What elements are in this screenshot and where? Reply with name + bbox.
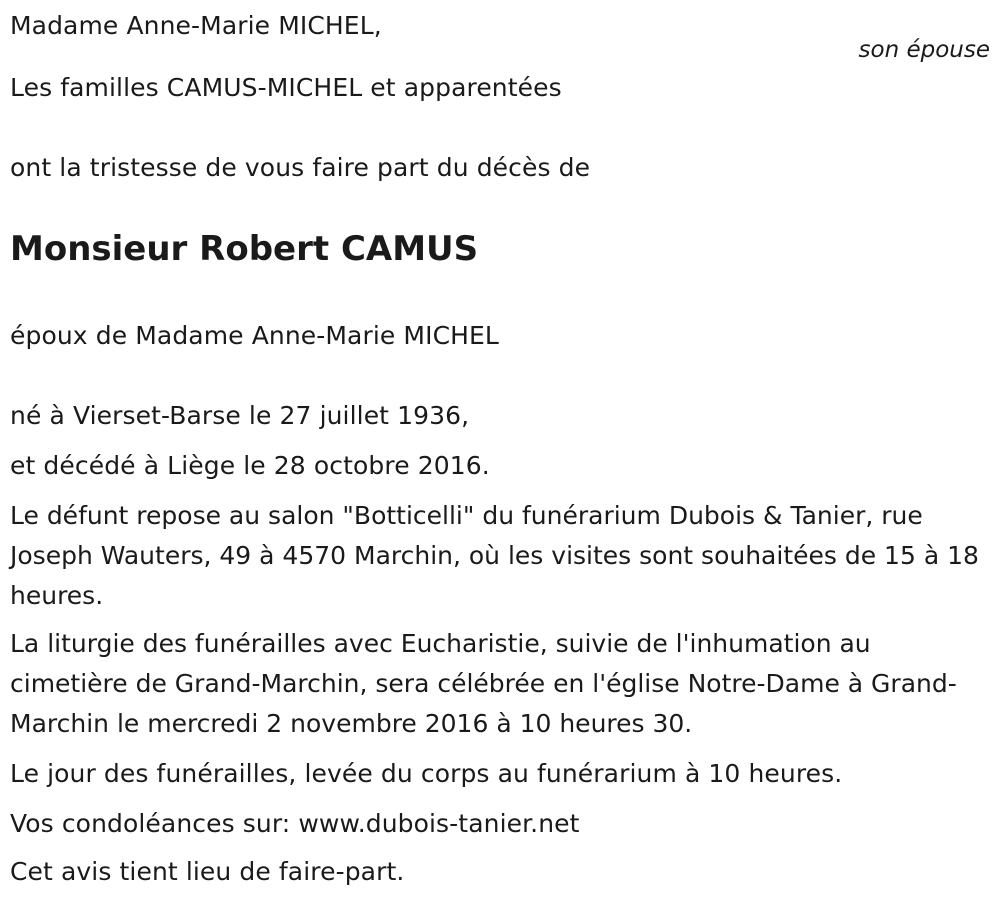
notice-line: Cet avis tient lieu de faire-part. — [10, 857, 405, 886]
condolences-line: Vos condoléances sur: www.dubois-tanier.net — [10, 809, 580, 838]
liturgy-paragraph: La liturgie des funérailles avec Eucharistie, suivie de l'inhumation au cimetière de Grand-Marchin, sera célébrée en l'église Notre-Dame à Grand-Marchin le mercredi 2 novembre 2016 à 10 heures 30. — [10, 629, 957, 738]
funeral-day-line: Le jour des funérailles, levée du corps au funérarium à 10 heures. — [10, 759, 843, 788]
relation-line: époux de Madame Anne-Marie MICHEL — [10, 321, 499, 350]
deceased-name: Monsieur Robert CAMUS — [10, 229, 479, 269]
spouse-name: Madame Anne-Marie MICHEL, — [10, 11, 382, 40]
spouse-role: son épouse — [858, 37, 990, 63]
viewing-paragraph: Le défunt repose au salon "Botticelli" du funérarium Dubois & Tanier, rue Joseph Wauters, 49 à 4570 Marchin, où les visites sont souhaitées de 15 à 18 heures. — [10, 501, 979, 610]
announcement-line: ont la tristesse de vous faire part du décès de — [10, 153, 591, 182]
birth-line: né à Vierset-Barse le 27 juillet 1936, — [10, 401, 470, 430]
death-line: et décédé à Liège le 28 octobre 2016. — [10, 451, 490, 480]
families-line: Les familles CAMUS-MICHEL et apparentées — [10, 73, 562, 102]
